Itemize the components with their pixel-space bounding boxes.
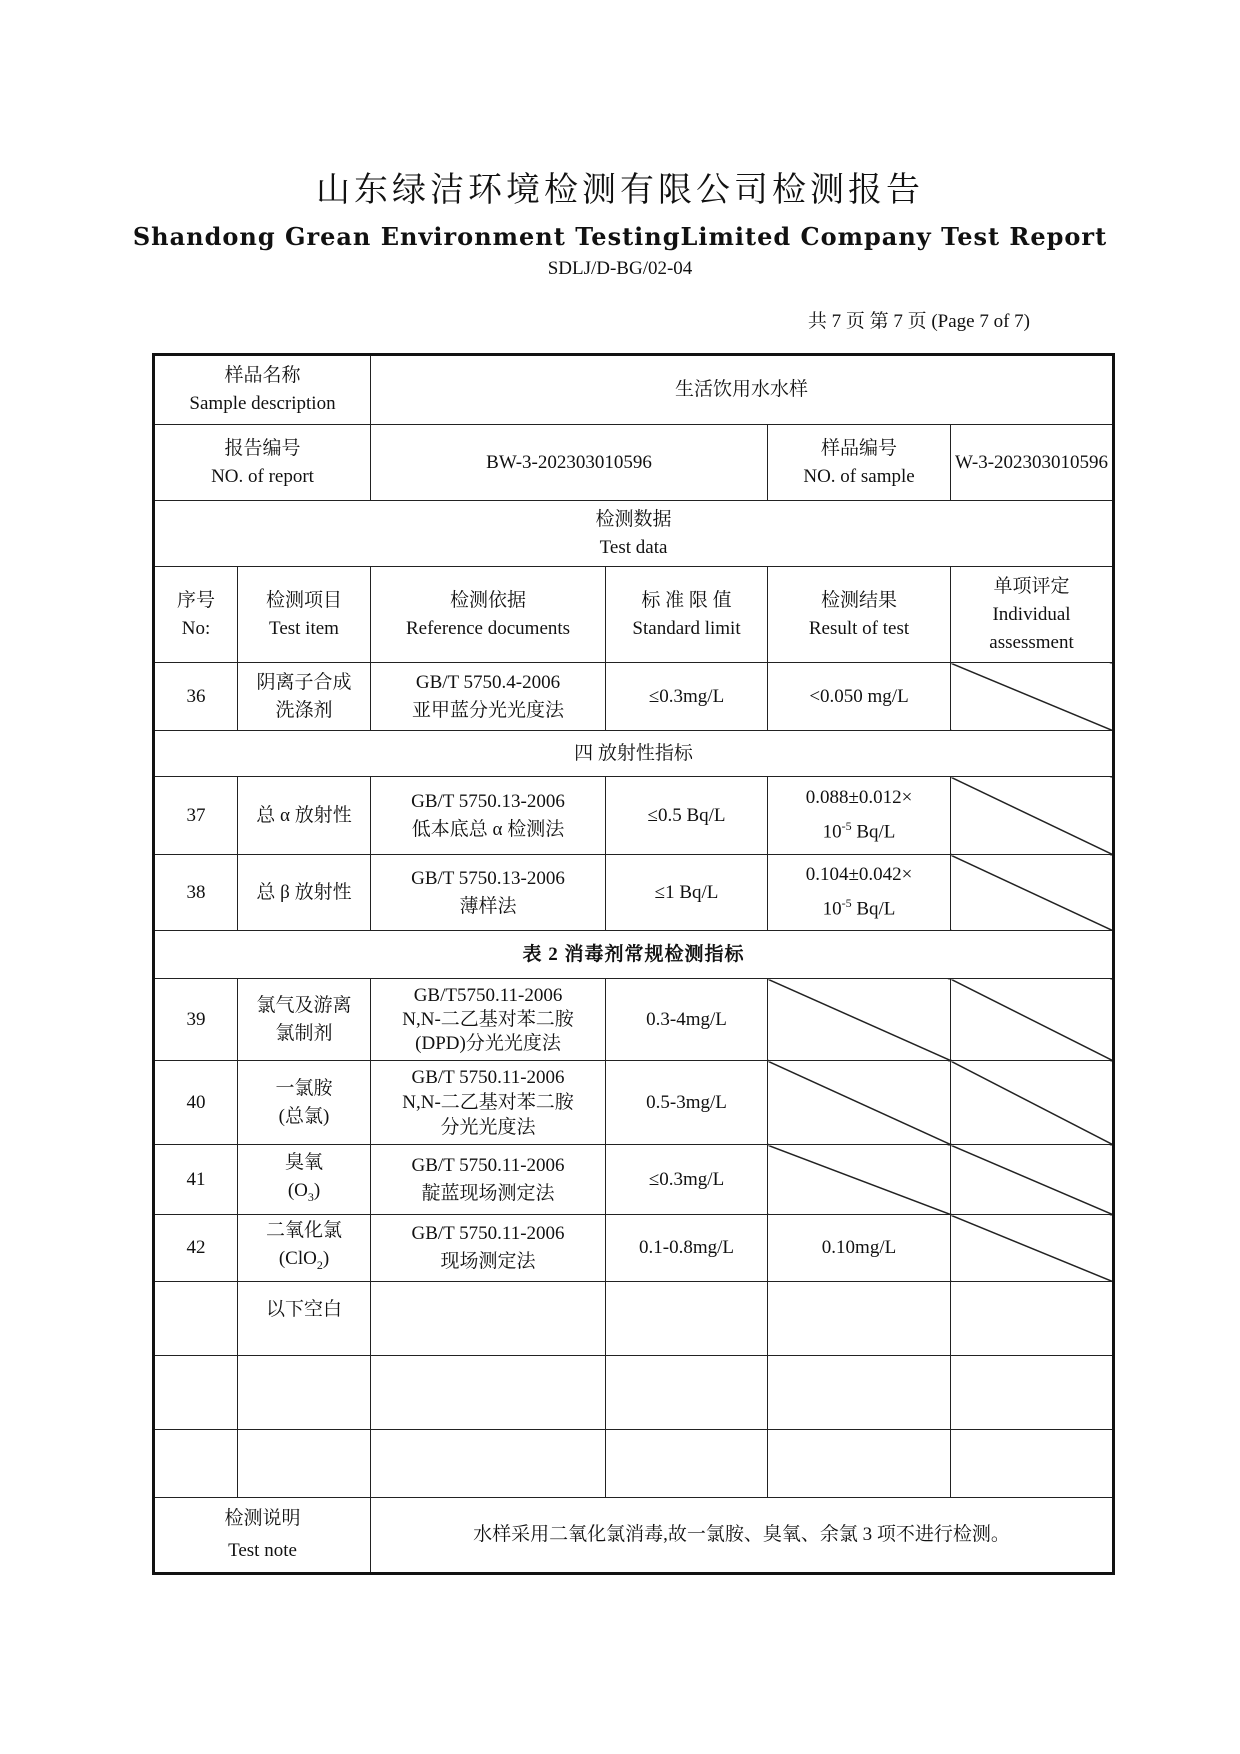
row-no: 41 (154, 1145, 238, 1215)
empty-cell (371, 1429, 606, 1497)
row-no: 38 (154, 855, 238, 931)
sample-description-value: 生活饮用水水样 (371, 355, 1114, 425)
column-header-limit: 标 准 限 值 Standard limit (606, 567, 768, 663)
row-result-empty (768, 1145, 951, 1215)
column-header-item: 检测项目 Test item (238, 567, 371, 663)
page-info: 共 7 页 第 7 页 (Page 7 of 7) (807, 311, 1030, 332)
empty-cell (951, 1281, 1114, 1355)
row-no: 42 (154, 1215, 238, 1282)
row-result: 0.10mg/L (768, 1215, 951, 1282)
table2-title: 表 2 消毒剂常规检测指标 (154, 931, 1114, 979)
row-reference: GB/T5750.11-2006 N,N-二乙基对苯二胺 (DPD)分光光度法 (371, 979, 606, 1061)
row-result: 0.088±0.012× $10^{-5}$ Bq/L (768, 777, 951, 855)
report-title-en: Shandong Grean Environment TestingLimited Company Test Report (132, 222, 1108, 251)
column-header-assessment: 单项评定 Individual assessment (951, 567, 1114, 663)
section-radioactivity-heading: 四 放射性指标 (154, 731, 1114, 777)
test-note-row (154, 1497, 1114, 1573)
empty-cell (371, 1281, 606, 1355)
row-reference: GB/T 5750.11-2006 现场测定法 (371, 1215, 606, 1282)
row-assessment-empty (951, 979, 1114, 1061)
table-row (154, 1215, 1114, 1282)
empty-cell (154, 1429, 238, 1497)
column-header-reference: 检测依据 Reference documents (371, 567, 606, 663)
sample-description-label: 样品名称 Sample description (154, 355, 371, 425)
document-code: SDLJ/D-BG/02-04 (547, 258, 693, 279)
row-limit: 0.5-3mg/L (606, 1061, 768, 1145)
row-item: 总 α 放射性 (238, 777, 371, 855)
table-row (154, 663, 1114, 731)
section-row (154, 931, 1114, 979)
table-row (154, 1061, 1114, 1145)
row-reference: GB/T 5750.13-2006 低本底总 α 检测法 (371, 777, 606, 855)
row-limit: ≤0.5 Bq/L (606, 777, 768, 855)
row-limit: 0.3-4mg/L (606, 979, 768, 1061)
row-reference: GB/T 5750.11-2006 N,N-二乙基对苯二胺 分光光度法 (371, 1061, 606, 1145)
row-limit: ≤0.3mg/L (606, 1145, 768, 1215)
report-number-value: BW-3-202303010596 (371, 425, 768, 501)
column-header-no: 序号 No: (154, 567, 238, 663)
report-number-label: 报告编号 NO. of report (154, 425, 371, 501)
empty-cell (768, 1281, 951, 1355)
empty-cell (768, 1429, 951, 1497)
report-table (152, 353, 1115, 1575)
row-result: 0.104±0.042× $10^{-5}$ Bq/L (768, 855, 951, 931)
row-result-empty (768, 1061, 951, 1145)
empty-cell (606, 1355, 768, 1429)
table-row (154, 1145, 1114, 1215)
row-item: 阴离子合成 洗涤剂 (238, 663, 371, 731)
column-header-result: 检测结果 Result of test (768, 567, 951, 663)
empty-cell (238, 1355, 371, 1429)
table-row (154, 1429, 1114, 1497)
row-assessment-empty (951, 663, 1114, 731)
empty-cell (951, 1355, 1114, 1429)
row-limit: ≤1 Bq/L (606, 855, 768, 931)
table-row (154, 979, 1114, 1061)
test-data-heading: 检测数据 Test data (154, 501, 1114, 567)
row-item: 二氧化氯 (ClO$_2$) (238, 1215, 371, 1282)
column-header-row (154, 567, 1114, 663)
empty-cell (154, 1355, 238, 1429)
row-reference: GB/T 5750.4-2006 亚甲蓝分光光度法 (371, 663, 606, 731)
row-limit: ≤0.3mg/L (606, 663, 768, 731)
row-no: 37 (154, 777, 238, 855)
row-item: 总 β 放射性 (238, 855, 371, 931)
table-row (154, 1355, 1114, 1429)
row-result: <0.050 mg/L (768, 663, 951, 731)
section-row (154, 731, 1114, 777)
empty-cell (238, 1429, 371, 1497)
row-assessment-empty (951, 1145, 1114, 1215)
row-no: 36 (154, 663, 238, 731)
table-row (154, 855, 1114, 931)
empty-cell (606, 1429, 768, 1497)
empty-cell (371, 1355, 606, 1429)
empty-cell (951, 1429, 1114, 1497)
report-number-row (154, 425, 1114, 501)
row-item: 一氯胺 (总氯) (238, 1061, 371, 1145)
row-assessment-empty (951, 1061, 1114, 1145)
row-assessment-empty (951, 855, 1114, 931)
row-assessment-empty (951, 1215, 1114, 1282)
sample-number-label: 样品编号 NO. of sample (768, 425, 951, 501)
table-row (154, 777, 1114, 855)
blank-note: 以下空白 (238, 1281, 371, 1355)
row-reference: GB/T 5750.11-2006 靛蓝现场测定法 (371, 1145, 606, 1215)
test-data-heading-row (154, 501, 1114, 567)
row-item: 氯气及游离 氯制剂 (238, 979, 371, 1061)
row-reference: GB/T 5750.13-2006 薄样法 (371, 855, 606, 931)
row-no (154, 1281, 238, 1355)
empty-cell (606, 1281, 768, 1355)
test-note-label: 检测说明 Test note (154, 1497, 371, 1573)
empty-cell (768, 1355, 951, 1429)
sample-number-value: W-3-202303010596 (951, 425, 1114, 501)
row-result-empty (768, 979, 951, 1061)
row-assessment-empty (951, 777, 1114, 855)
sample-description-row (154, 355, 1114, 425)
row-no: 39 (154, 979, 238, 1061)
table-row (154, 1281, 1114, 1355)
report-title-cn: 山东绿洁环境检测有限公司检测报告 (316, 170, 924, 210)
test-note-value: 水样采用二氧化氯消毒,故一氯胺、臭氧、余氯 3 项不进行检测。 (371, 1497, 1114, 1573)
row-limit: 0.1-0.8mg/L (606, 1215, 768, 1282)
row-item: 臭氧 $(O_3)$ (238, 1145, 371, 1215)
row-no: 40 (154, 1061, 238, 1145)
